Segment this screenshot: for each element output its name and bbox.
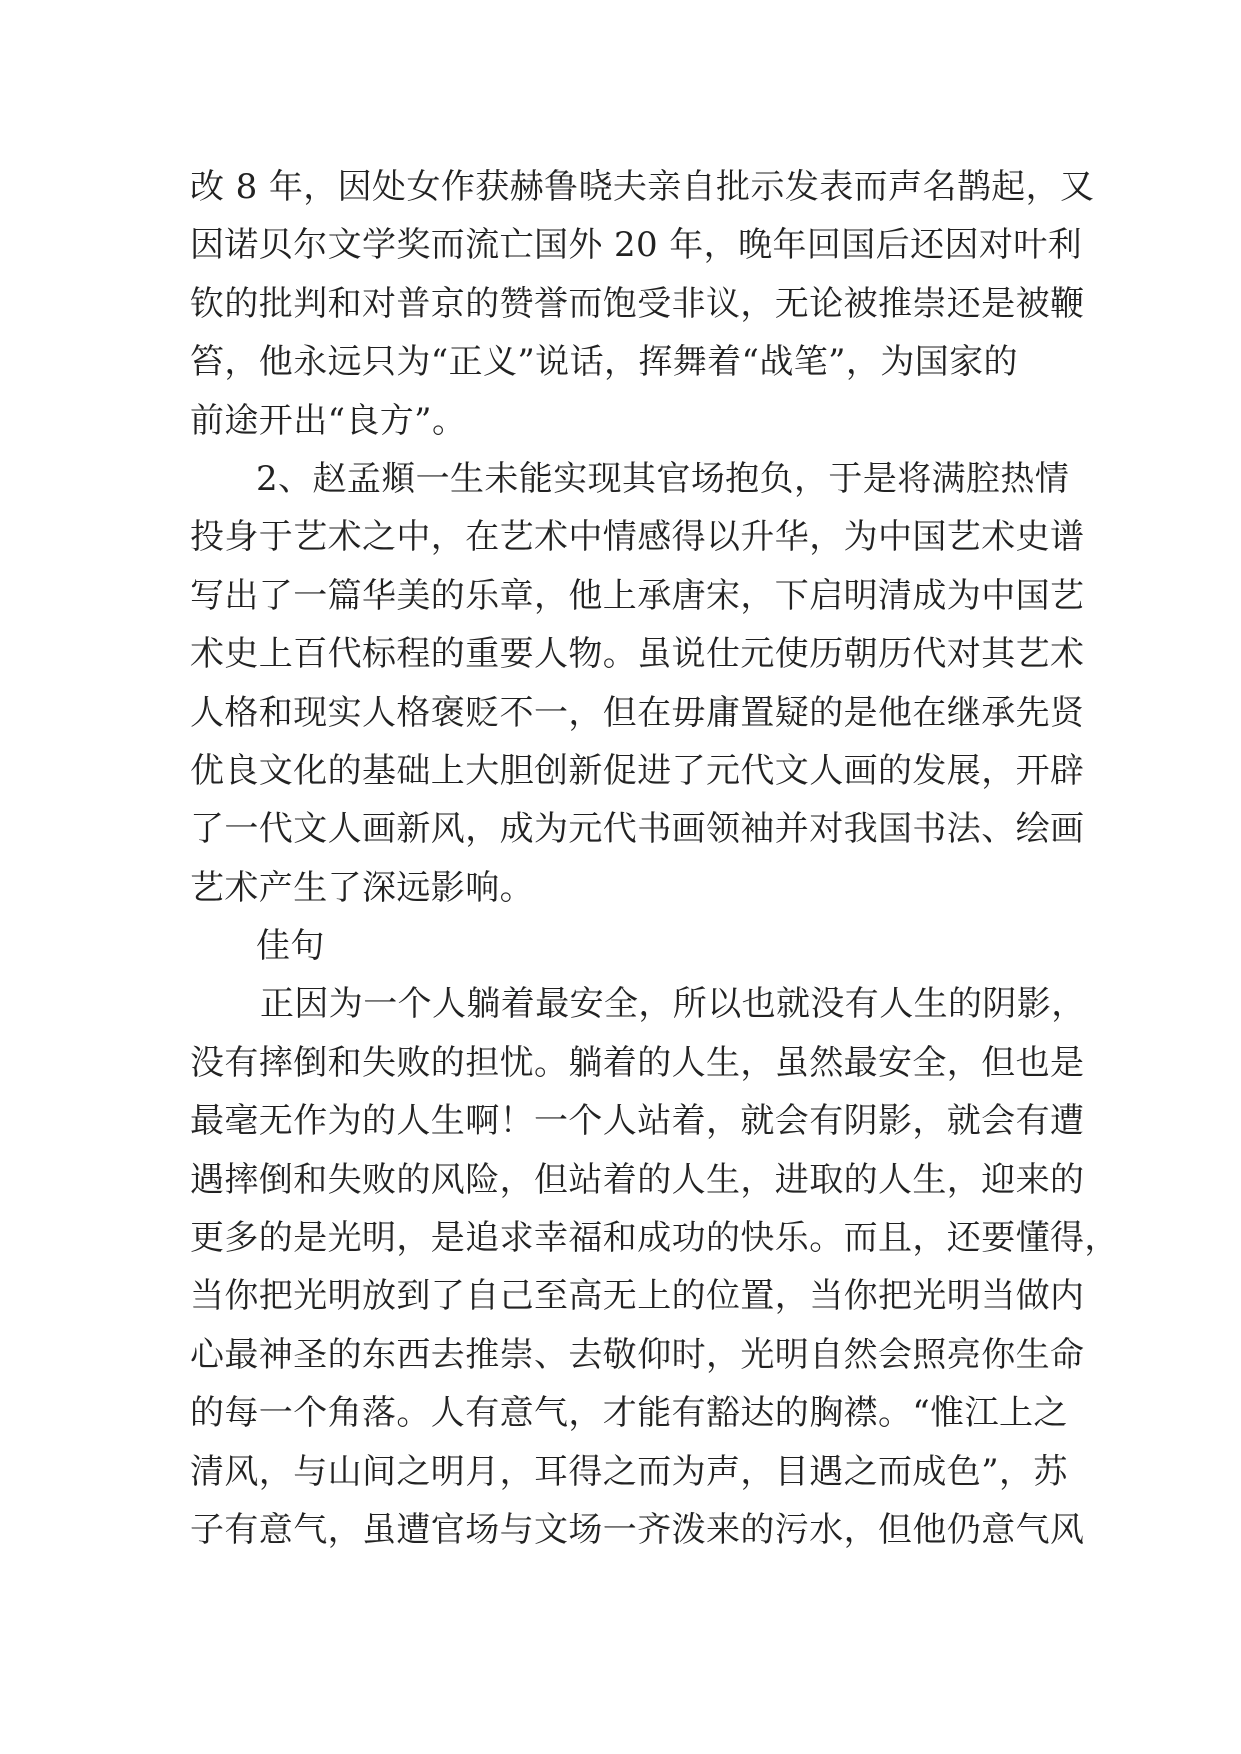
document-body [190, 158, 1119, 1559]
text-line: 写出了一篇华美的乐章，他上承唐宋，下启明清成为中国艺 [190, 575, 1085, 616]
text-line: 钦的批判和对普京的赞誉而饱受非议，无论被推崇还是被鞭 [190, 283, 1085, 324]
text-line: 更多的是光明，是追求幸福和成功的快乐。而且，还要懂得， [190, 1218, 1119, 1259]
text-line: 最毫无作为的人生啊！一个人站着，就会有阴影，就会有遭 [190, 1101, 1085, 1142]
text-line: 清风，与山间之明月，耳得之而为声，目遇之而成色”，苏 [190, 1451, 1068, 1492]
text-line: 投身于艺术之中，在艺术中情感得以升华，为中国艺术史谱 [190, 517, 1085, 558]
text-line: 没有摔倒和失败的担忧。躺着的人生，虽然最安全，但也是 [190, 1042, 1085, 1083]
text-line: 遇摔倒和失败的风险，但站着的人生，进取的人生，迎来的 [190, 1159, 1085, 1200]
text-line: 改 8 年，因处女作获赫鲁晓夫亲自批示发表而声名鹊起，又 [190, 167, 1095, 207]
text-line: 前途开出“良方”。 [190, 400, 467, 441]
text-line: 的每一个角落。人有意气，才能有豁达的胸襟。“惟江上之 [190, 1393, 1068, 1434]
section-heading: 佳句 [256, 926, 325, 967]
text-line: 了一代文人画新风，成为元代书画领袖并对我国书法、绘画 [190, 809, 1085, 850]
text-line: 笞，他永远只为“正义”说话，挥舞着“战笔”，为国家的 [190, 342, 1018, 383]
paragraph-start-line: 正因为一个人躺着最安全，所以也就没有人生的阴影， [260, 984, 1086, 1025]
text-line: 当你把光明放到了自己至高无上的位置，当你把光明当做内 [190, 1276, 1085, 1317]
text-line: 因诺贝尔文学奖而流亡国外 20 年，晚年回国后还因对叶利 [190, 225, 1083, 266]
paragraph-start-line: 2、赵孟頫一生未能实现其官场抱负，于是将满腔热情 [256, 458, 1070, 499]
text-line: 人格和现实人格褒贬不一，但在毋庸置疑的是他在继承先贤 [190, 692, 1085, 733]
text-line: 优良文化的基础上大胆创新促进了元代文人画的发展，开辟 [190, 750, 1085, 791]
text-line: 心最神圣的东西去推崇、去敬仰时，光明自然会照亮你生命 [190, 1334, 1085, 1375]
text-line: 艺术产生了深远影响。 [190, 867, 534, 908]
text-line: 术史上百代标程的重要人物。虽说仕元使历朝历代对其艺术 [190, 634, 1085, 675]
text-line: 子有意气，虽遭官场与文场一齐泼来的污水，但他仍意气风 [190, 1509, 1085, 1550]
